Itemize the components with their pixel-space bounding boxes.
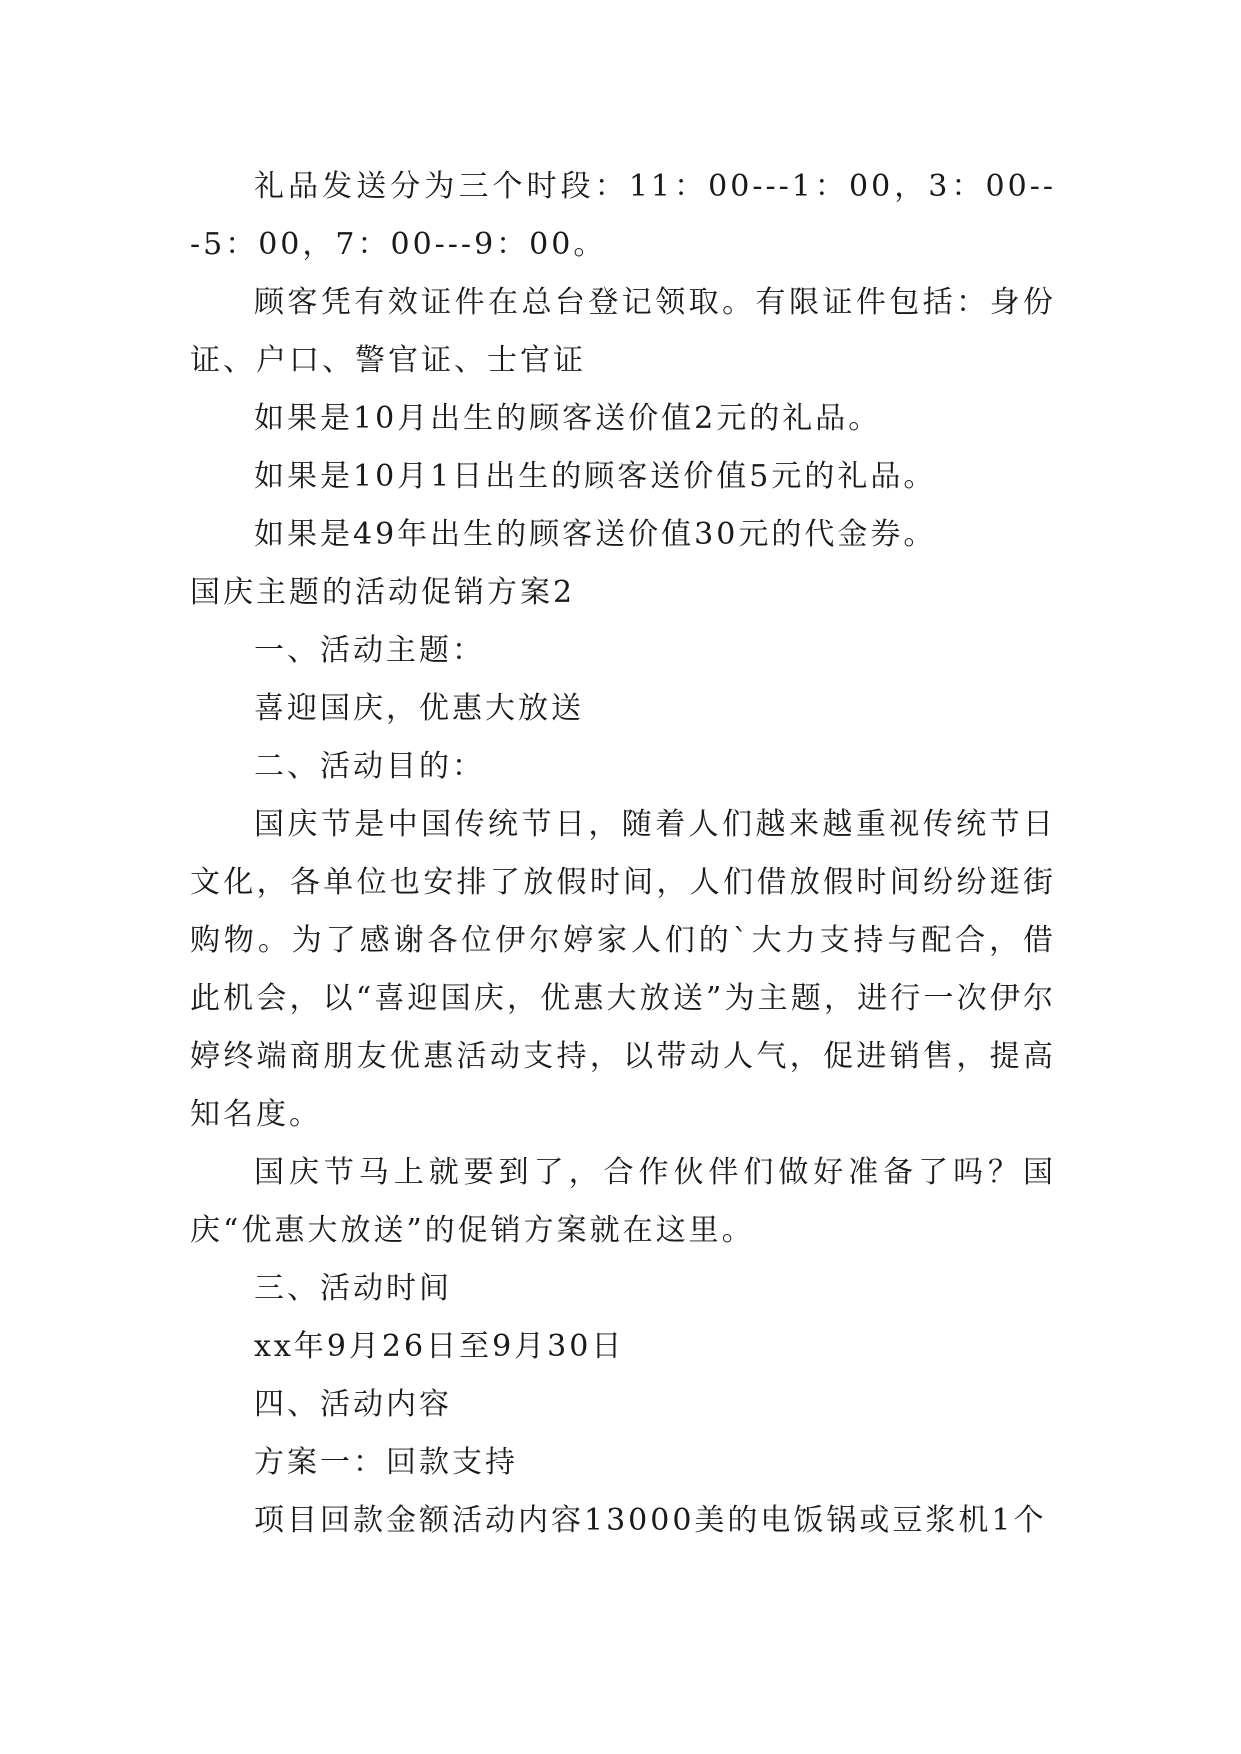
- heading-activity-theme: 一、活动主题：: [254, 633, 485, 668]
- paragraph-plan-one-detail: 项目回款金额活动内容13000美的电饭锅或豆浆机1个: [254, 1503, 1047, 1538]
- paragraph-october-birth: 如果是10月出生的顾客送价值2元的礼品。: [254, 401, 882, 436]
- heading-activity-purpose: 二、活动目的：: [254, 749, 485, 784]
- paragraph-activity-dates: xx年9月26日至9月30日: [254, 1329, 625, 1364]
- heading-plan-one: 方案一：回款支持: [254, 1445, 518, 1480]
- paragraph-1949-birth: 如果是49年出生的顾客送价值30元的代金券。: [254, 517, 937, 552]
- heading-activity-content: 四、活动内容: [254, 1387, 452, 1422]
- paragraph-valid-id: 顾客凭有效证件在总台登记领取。有限证件包括：身份证、户口、警官证、士官证: [190, 285, 1056, 378]
- document-page: [190, 158, 1056, 1550]
- paragraph-ready-question: 国庆节马上就要到了，合作伙伴们做好准备了吗？国庆“优惠大放送”的促销方案就在这里。: [190, 1155, 1056, 1248]
- paragraph-theme-text: 喜迎国庆，优惠大放送: [254, 691, 584, 726]
- paragraph-gift-time-slots: 礼品发送分为三个时段：11：00---1：00，3：00---5：00，7：00---9：00。: [190, 169, 1056, 262]
- paragraph-purpose-text: 国庆节是中国传统节日，随着人们越来越重视传统节日文化，各单位也安排了放假时间，人们借放假时间纷纷逛街购物。为了感谢各位伊尔婷家人们的`大力支持与配合，借此机会，以“喜迎国庆，优惠大放送”为主题，进行一次伊尔婷终端商朋友优惠活动支持，以带动人气，促进销售，提高知名度。: [190, 807, 1056, 1132]
- heading-activity-time: 三、活动时间: [254, 1271, 452, 1306]
- paragraph-october-first-birth: 如果是10月1日出生的顾客送价值5元的礼品。: [254, 459, 937, 494]
- section-title-plan-2: 国庆主题的活动促销方案2: [190, 575, 576, 610]
